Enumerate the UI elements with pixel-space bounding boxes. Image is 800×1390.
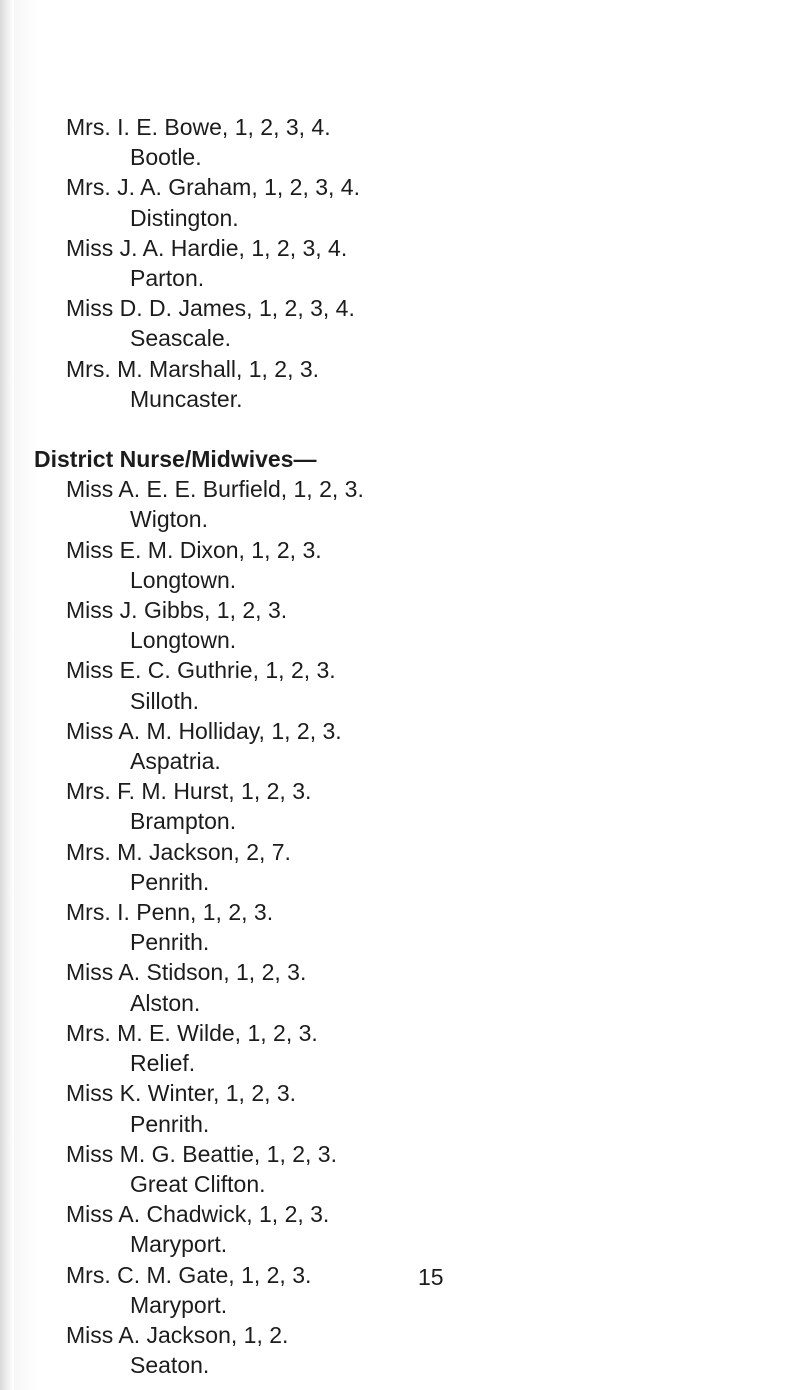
entry-name: Miss J. Gibbs, 1, 2, 3.	[66, 597, 288, 624]
entry-place: Penrith.	[130, 929, 210, 956]
list-item	[66, 233, 786, 293]
list-item	[66, 1078, 786, 1138]
entry-place: Penrith.	[130, 868, 210, 895]
section-heading: District Nurse/Midwives—	[34, 446, 317, 473]
entry-place: Penrith.	[130, 1110, 210, 1137]
entry-place: Muncaster.	[130, 385, 243, 412]
list-item	[66, 595, 786, 655]
entry-name: Mrs. C. M. Gate, 1, 2, 3.	[66, 1261, 312, 1288]
entry-name: Mrs. J. A. Graham, 1, 2, 3, 4.	[66, 174, 360, 201]
list-item	[66, 535, 786, 595]
list-item	[66, 293, 786, 353]
entry-place: Maryport.	[130, 1231, 228, 1258]
entry-place: Longtown.	[130, 566, 237, 593]
entry-place: Longtown.	[130, 627, 237, 654]
entry-place: Silloth.	[130, 687, 200, 714]
entry-name: Miss A. Chadwick, 1, 2, 3.	[66, 1201, 330, 1228]
entry-place: Aspatria.	[130, 748, 221, 775]
list-item	[66, 1320, 786, 1380]
page-edge-highlight	[14, 0, 38, 1390]
entry-name: Miss A. Stidson, 1, 2, 3.	[66, 959, 307, 986]
entry-place: Wigton.	[130, 506, 208, 533]
list-item	[66, 474, 786, 534]
list-item	[66, 957, 786, 1017]
entry-name: Miss E. C. Guthrie, 1, 2, 3.	[66, 657, 336, 684]
page-edge-shadow	[0, 0, 14, 1390]
top-entry-list	[66, 112, 786, 414]
entry-place: Brampton.	[130, 808, 237, 835]
section-entry-list	[66, 474, 786, 1380]
list-item	[66, 776, 786, 836]
entry-name: Mrs. M. Marshall, 1, 2, 3.	[66, 355, 320, 382]
entry-name: Miss J. A. Hardie, 1, 2, 3, 4.	[66, 234, 348, 261]
document-body	[34, 112, 786, 1380]
list-item	[66, 354, 786, 414]
list-item	[66, 1139, 786, 1199]
entry-name: Miss A. M. Holliday, 1, 2, 3.	[66, 717, 342, 744]
entry-name: Miss M. G. Beattie, 1, 2, 3.	[66, 1140, 337, 1167]
entry-name: Miss A. Jackson, 1, 2.	[66, 1321, 289, 1348]
list-item	[66, 655, 786, 715]
list-item	[66, 172, 786, 232]
entry-name: Miss D. D. James, 1, 2, 3, 4.	[66, 295, 355, 322]
entry-place: Bootle.	[130, 144, 202, 171]
entry-name: Mrs. I. E. Bowe, 1, 2, 3, 4.	[66, 114, 331, 140]
entry-place: Seaton.	[130, 1352, 210, 1379]
entry-name: Miss E. M. Dixon, 1, 2, 3.	[66, 536, 322, 563]
entry-name: Mrs. M. E. Wilde, 1, 2, 3.	[66, 1019, 318, 1046]
list-item	[66, 112, 786, 172]
entry-place: Parton.	[130, 265, 205, 292]
entry-place: Distington.	[130, 204, 239, 231]
entry-name: Mrs. F. M. Hurst, 1, 2, 3.	[66, 778, 312, 805]
list-item	[66, 1199, 786, 1259]
list-item	[66, 837, 786, 897]
entry-place: Alston.	[130, 989, 201, 1016]
entry-place: Great Clifton.	[130, 1170, 266, 1197]
list-item	[66, 1018, 786, 1078]
entry-name: Miss K. Winter, 1, 2, 3.	[66, 1080, 297, 1107]
entry-place: Seascale.	[130, 325, 232, 352]
entry-name: Miss A. E. E. Burfield, 1, 2, 3.	[66, 476, 364, 503]
list-item	[66, 897, 786, 957]
list-item	[66, 716, 786, 776]
entry-place: Relief.	[130, 1050, 196, 1077]
entry-place: Maryport.	[130, 1291, 228, 1318]
entry-name: Mrs. I. Penn, 1, 2, 3.	[66, 899, 274, 926]
entry-name: Mrs. M. Jackson, 2, 7.	[66, 838, 291, 865]
page-number: 15	[418, 1264, 444, 1290]
